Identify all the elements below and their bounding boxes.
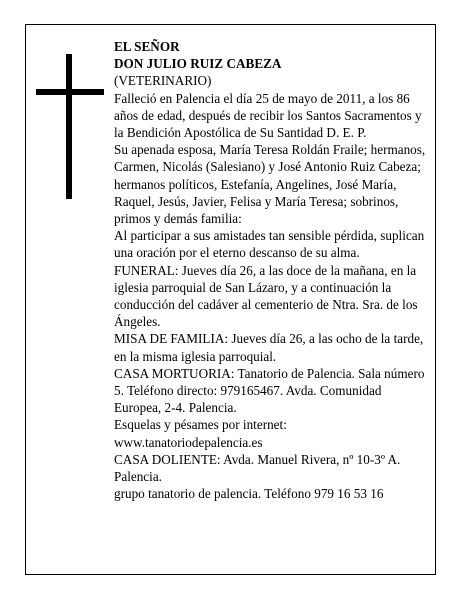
footer-text: grupo tanatorio de palencia. Teléfono 979 16 53 16 — [114, 486, 384, 502]
obituary-text — [114, 38, 426, 502]
online-condolences-label: Esquelas y pésames por internet: — [114, 417, 287, 433]
cross-horizontal-bar — [36, 89, 104, 95]
latin-cross-icon — [36, 54, 104, 199]
funeral-home-info: CASA MORTUORIA: Tanatorio de Palencia. Sala número 5. Teléfono directo: 979165467. Avda. Comunidad Europea, 2-4. Palencia. — [114, 365, 425, 416]
funeral-info: FUNERAL: Jueves día 26, a las doce de la mañana, en la iglesia parroquial de San Lázaro, y a continuación la conducción del cadáver al cementerio de Ntra. Sra. de los Ángeles. — [114, 262, 418, 330]
family-list: Su apenada esposa, María Teresa Roldán Fraile; hermanos, Carmen, Nicolás (Salesiano) y José Antonio Ruiz Cabeza; hermanos políticos, Estefanía, Angelines, José María, Raquel, Jesús, Javier, Felisa y María Teresa; sobrinos, primos y demás familia: — [114, 142, 426, 227]
cross-vertical-bar — [66, 54, 72, 199]
family-mass-info: MISA DE FAMILIA: Jueves día 26, a las ocho de la tarde, en la misma iglesia parroquial. — [114, 331, 424, 364]
website-link: www.tanatoriodepalencia.es — [114, 434, 263, 450]
death-notice: Falleció en Palencia el día 25 de mayo de 2011, a los 86 años de edad, después de recibir los Santos Sacramentos y la Bendición Apostólica de Su Santidad D. E. P. — [114, 90, 422, 141]
heading-title: EL SEÑOR — [114, 39, 180, 54]
deceased-name: DON JULIO RUIZ CABEZA — [114, 56, 282, 72]
mourning-house-info: CASA DOLIENTE: Avda. Manuel Rivera, nº 10-3º A. Palencia. — [114, 451, 401, 485]
prayer-request: Al participar a sus amistades tan sensible pérdida, suplican una oración por el eterno descanso de su alma. — [114, 228, 425, 261]
profession: (VETERINARIO) — [114, 73, 212, 89]
